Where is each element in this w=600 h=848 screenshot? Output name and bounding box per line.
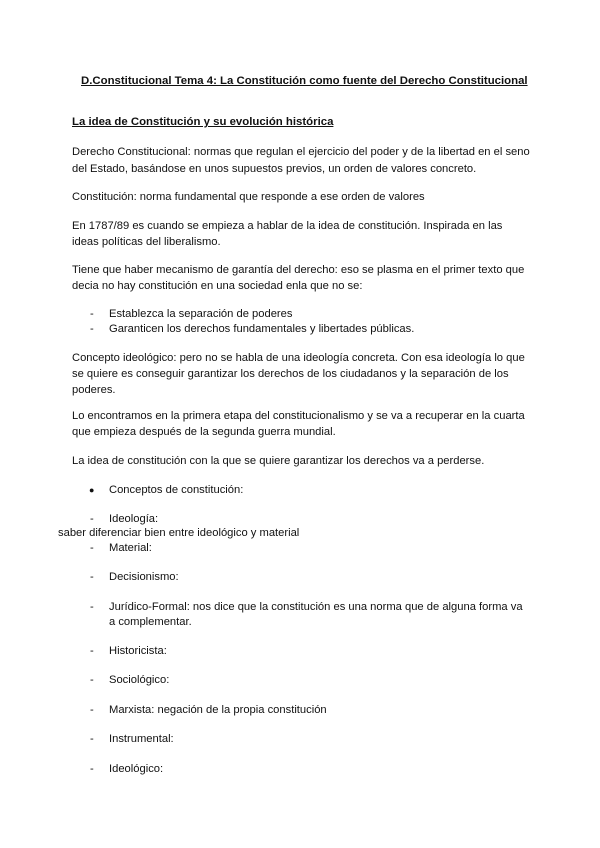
paragraph-line: que empieza después de la segunda guerra mundial. [72,426,336,438]
list-item: Garanticen los derechos fundamentales y libertades públicas. [109,323,415,335]
concept-item: Marxista: negación de la propia constitución [109,704,327,716]
paragraph-line: Tiene que haber mecanismo de garantía del derecho: eso se plasma en el primer texto que [72,264,525,276]
concept-item: Decisionismo: [109,571,179,583]
paragraph-line: La idea de constitución con la que se quiere garantizar los derechos va a perderse. [72,455,485,467]
dash-bullet: - [90,733,94,745]
dash-bullet: - [90,601,94,613]
dash-bullet: - [90,674,94,686]
concept-item: Sociológico: [109,674,170,686]
dash-bullet: - [90,513,94,525]
paragraph-line: poderes. [72,384,116,396]
paragraph-line: ideas políticas del liberalismo. [72,236,221,248]
dash-bullet: - [90,308,94,320]
paragraph-line: decia no hay constitución en una sociedad enla que no se: [72,280,363,292]
concept-item: Instrumental: [109,733,174,745]
paragraph-line: se quiere es conseguir garantizar los derechos de los ciudadanos y la separación de los [72,368,509,380]
paragraph-line: Derecho Constitucional: normas que regulan el ejercicio del poder y de la libertad en el seno [72,146,530,158]
concept-item: Ideología: [109,513,159,525]
concept-item: Material: [109,542,152,554]
paragraph-line: Concepto ideológico: pero no se habla de una ideología concreta. Con esa ideología lo que [72,352,525,364]
paragraph-line: Lo encontramos en la primera etapa del constitucionalismo y se va a recuperar en la cuarta [72,410,525,422]
paragraph-line: Constitución: norma fundamental que responde a ese orden de valores [72,191,425,203]
concept-item: Jurídico-Formal: nos dice que la constitución es una norma que de alguna forma va [109,601,523,613]
concept-item: Ideológico: [109,763,164,775]
document-title: D.Constitucional Tema 4: La Constitución como fuente del Derecho Constitucional [81,75,528,87]
list-item: Establezca la separación de poderes [109,308,293,320]
dash-bullet: - [90,645,94,657]
section-heading: La idea de Constitución y su evolución histórica [72,116,334,128]
note-line: saber diferenciar bien entre ideológico y material [58,527,300,539]
paragraph-line: del Estado, basándose en unos supuestos previos, un orden de valores concreto. [72,163,477,175]
dash-bullet: - [90,323,94,335]
list-item: Conceptos de constitución: [109,484,244,496]
paragraph-line: En 1787/89 es cuando se empieza a hablar de la idea de constitución. Inspirada en las [72,220,503,232]
concept-item: Historicista: [109,645,167,657]
dash-bullet: - [90,571,94,583]
dash-bullet: - [90,542,94,554]
dash-bullet: - [90,704,94,716]
dot-bullet-icon: ● [89,485,95,495]
dash-bullet: - [90,763,94,775]
concept-item-continuation: a complementar. [109,616,192,628]
